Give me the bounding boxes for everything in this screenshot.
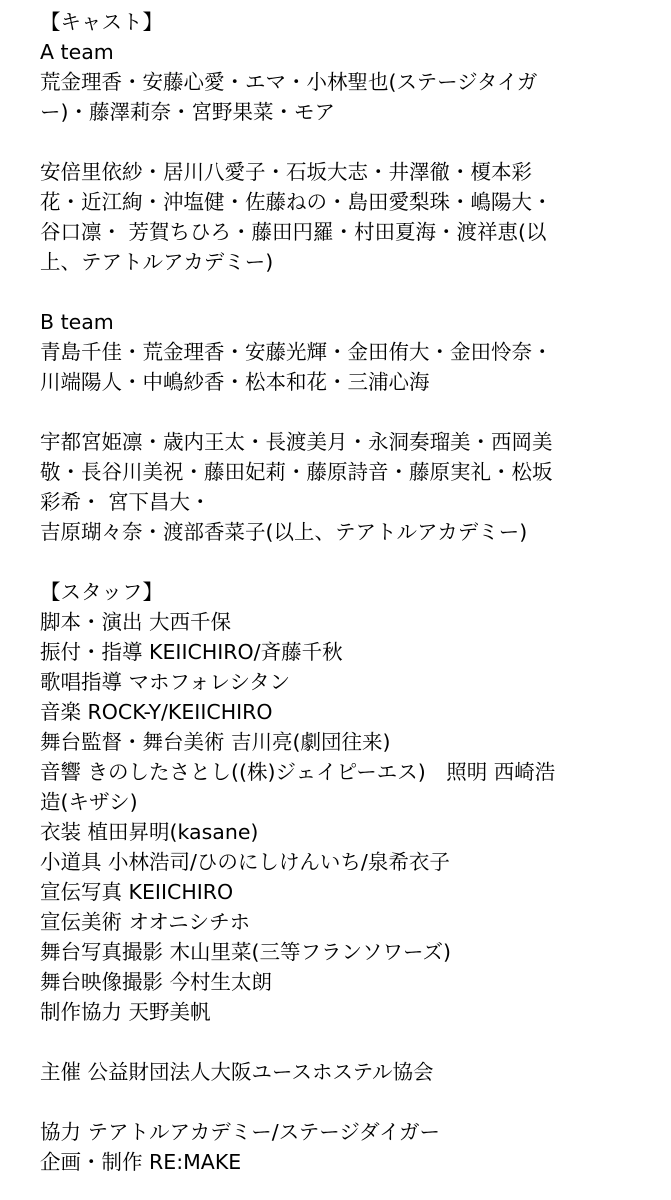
spacer <box>40 547 660 577</box>
staff-line: 造(キザシ) <box>40 790 138 814</box>
team-a-label: A team <box>40 40 114 64</box>
team-b-cast-line: 川端陽人・中嶋紗香・松本和花・三浦心海 <box>40 370 430 394</box>
team-b-cast-line: 青島千佳・荒金理香・安藤光輝・金田侑大・金田怜奈・ <box>40 340 553 364</box>
staff-line: 小道具 小林浩司/ひのにしけんいち/泉希衣子 <box>40 850 450 874</box>
staff-line: 衣装 植田昇明(kasane) <box>40 820 259 844</box>
team-a-cast-line: ー)・藤澤莉奈・宮野果菜・モア <box>40 100 335 124</box>
production-line: 企画・制作 RE:MAKE <box>40 1150 242 1174</box>
staff-line: 脚本・演出 大西千保 <box>40 610 232 634</box>
team-b-academy-line: 吉原瑚々奈・渡部香菜子(以上、テアトルアカデミー) <box>40 520 528 544</box>
team-a-academy-line: 花・近江絢・沖塩健・佐藤ねの・島田愛梨珠・嶋陽大・ <box>40 190 553 214</box>
staff-line: 歌唱指導 マホフォレシタン <box>40 670 291 694</box>
staff-line: 宣伝美術 オオニシチホ <box>40 910 251 934</box>
team-b-academy-line: 宇都宮姫凛・歳内王太・長渡美月・永洞奏瑠美・西岡美 <box>40 430 553 454</box>
organizer-line: 主催 公益財団法人大阪ユースホステル協会 <box>40 1060 434 1084</box>
team-b-academy-line: 彩希・ 宮下昌大・ <box>40 490 211 514</box>
staff-heading: 【スタッフ】 <box>40 580 163 604</box>
staff-line: 振付・指導 KEIICHIRO/斉藤千秋 <box>40 640 343 664</box>
team-a-academy-line: 上、テアトルアカデミー) <box>40 250 274 274</box>
spacer <box>40 1027 660 1057</box>
spacer <box>40 127 660 157</box>
cast-heading: 【キャスト】 <box>40 10 163 34</box>
cooperation-line: 協力 テアトルアカデミー/ステージダイガー <box>40 1120 441 1144</box>
team-a-academy-line: 谷口凛・ 芳賀ちひろ・藤田円羅・村田夏海・渡祥恵(以 <box>40 220 547 244</box>
staff-line: 音楽 ROCK-Y/KEIICHIRO <box>40 700 273 724</box>
spacer <box>40 397 660 427</box>
team-a-cast-line: 荒金理香・安藤心愛・エマ・小林聖也(ステージタイガ <box>40 70 538 94</box>
spacer <box>40 1087 660 1117</box>
credits-document <box>40 7 660 1177</box>
team-b-label: B team <box>40 310 114 334</box>
staff-line: 宣伝写真 KEIICHIRO <box>40 880 234 904</box>
staff-line: 制作協力 天野美帆 <box>40 1000 211 1024</box>
team-b-academy-line: 敬・長谷川美祝・藤田妃莉・藤原詩音・藤原実礼・松坂 <box>40 460 553 484</box>
staff-line: 音響 きのしたさとし((株)ジェイピーエス) 照明 西崎浩 <box>40 760 556 784</box>
staff-line: 舞台写真撮影 木山里菜(三等フランソワーズ) <box>40 940 451 964</box>
spacer <box>40 277 660 307</box>
team-a-academy-line: 安倍里依紗・居川八愛子・石坂大志・井澤徹・榎本彩 <box>40 160 532 184</box>
staff-line: 舞台監督・舞台美術 吉川亮(劇団往来) <box>40 730 391 754</box>
staff-line: 舞台映像撮影 今村生太朗 <box>40 970 273 994</box>
